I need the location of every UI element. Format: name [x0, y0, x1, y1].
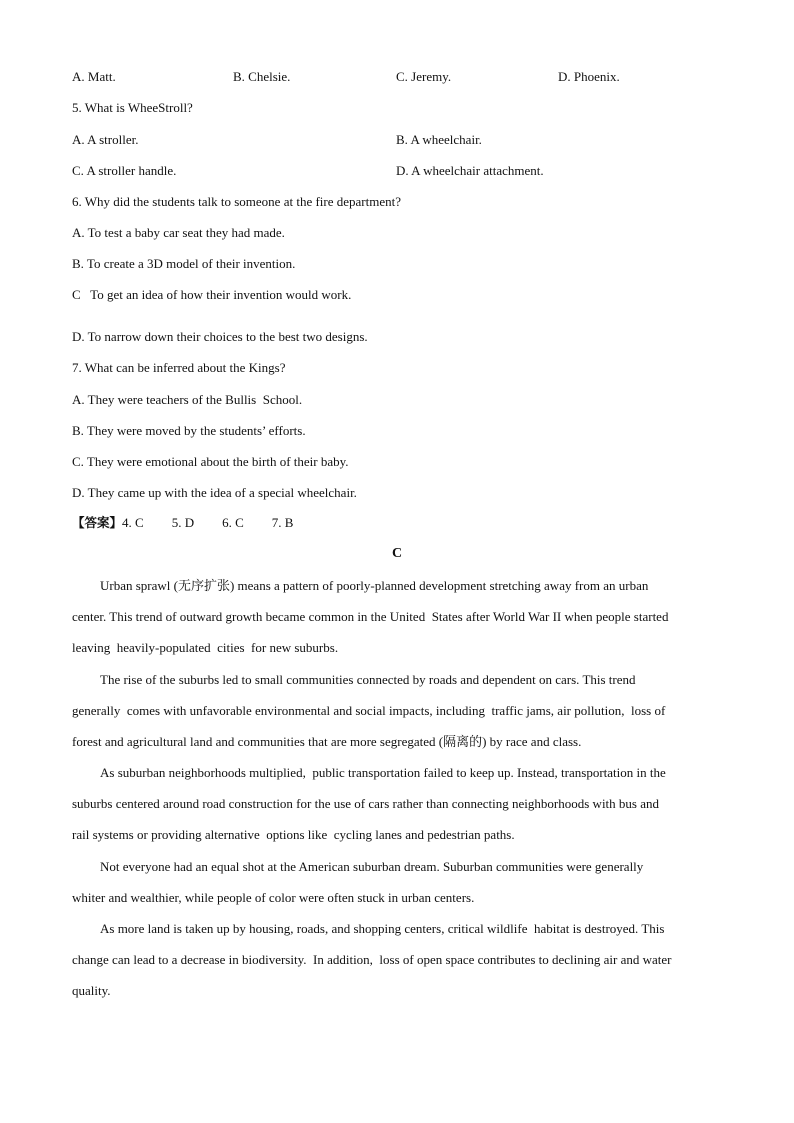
- answer-7: 7. B: [271, 515, 294, 530]
- section-c-heading: C: [391, 546, 403, 561]
- q5-option-c: C. A stroller handle.: [72, 163, 177, 178]
- paragraph-line: quality.: [72, 983, 111, 999]
- paragraph-line: rail systems or providing alternative options like cycling lanes and pedestrian paths.: [72, 827, 515, 843]
- paragraph-line: leaving heavily-populated cities for new suburbs.: [72, 640, 339, 656]
- answer-4: 4. C: [122, 515, 144, 530]
- q5-option-d: D. A wheelchair attachment.: [396, 163, 544, 178]
- q4-option-b: B. Chelsie.: [233, 69, 291, 84]
- q6-option-b: B. To create a 3D model of their invention.: [72, 256, 296, 271]
- paragraph-4: [72, 859, 722, 921]
- paragraph-line: As suburban neighborhoods multiplied, public transportation failed to keep up. Instead, transportation in the: [100, 765, 666, 780]
- answer-6: 6. C: [222, 515, 244, 530]
- answer-5: 5. D: [171, 515, 195, 530]
- paragraph-line: Urban sprawl (无序扩张) means a pattern of poorly-planned development stretching away from an urban: [100, 578, 649, 593]
- paragraph-line: change can lead to a decrease in biodiversity. In addition, loss of open space contributes to declining air and water: [72, 952, 672, 968]
- q4-option-d: D. Phoenix.: [558, 69, 620, 84]
- q7-option-d: D. They came up with the idea of a special wheelchair.: [72, 485, 357, 500]
- q6-option-d: D. To narrow down their choices to the best two designs.: [72, 329, 368, 344]
- paragraph-line: whiter and wealthier, while people of color were often stuck in urban centers.: [72, 889, 475, 905]
- paragraph-line: forest and agricultural land and communities that are more segregated (隔离的) by race and class.: [72, 733, 582, 749]
- answer-label: 【答案】: [72, 515, 123, 530]
- paragraph-5: [72, 921, 722, 1015]
- paragraph-2: [72, 672, 722, 766]
- q7-question: 7. What can be inferred about the Kings?: [72, 360, 286, 375]
- paragraph-line: suburbs centered around road construction for the use of cars rather than connecting neighborhoods with bus and: [72, 796, 659, 812]
- paragraph-line: center. This trend of outward growth became common in the United States after World War II when people started: [72, 609, 669, 625]
- paragraph-line: The rise of the suburbs led to small communities connected by roads and dependent on cars. This trend: [100, 671, 636, 687]
- q7-option-a: A. They were teachers of the Bullis School.: [72, 392, 303, 407]
- q5-question: 5. What is WheeStroll?: [72, 100, 193, 115]
- q5-option-a: A. A stroller.: [72, 132, 139, 147]
- q4-option-c: C. Jeremy.: [396, 69, 452, 84]
- paragraph-line: generally comes with unfavorable environmental and social impacts, including traffic jams, air pollution, loss of: [72, 702, 666, 718]
- paragraph-1: [72, 578, 722, 672]
- paragraph-3: [72, 765, 722, 859]
- q6-question: 6. Why did the students talk to someone at the fire department?: [72, 194, 402, 209]
- q6-option-a: A. To test a baby car seat they had made.: [72, 225, 285, 240]
- q5-option-b: B. A wheelchair.: [396, 132, 482, 147]
- q6-option-c: C To get an idea of how their invention would work.: [72, 287, 352, 302]
- answer-key: [72, 516, 293, 530]
- paragraph-line: As more land is taken up by housing, roads, and shopping centers, critical wildlife habitat is destroyed. This: [100, 921, 665, 936]
- q7-option-c: C. They were emotional about the birth of their baby.: [72, 454, 349, 469]
- q4-option-a: A. Matt.: [72, 69, 116, 84]
- paragraph-line: Not everyone had an equal shot at the American suburban dream. Suburban communities were generally: [100, 858, 644, 874]
- q7-option-b: B. They were moved by the students’ efforts.: [72, 423, 306, 438]
